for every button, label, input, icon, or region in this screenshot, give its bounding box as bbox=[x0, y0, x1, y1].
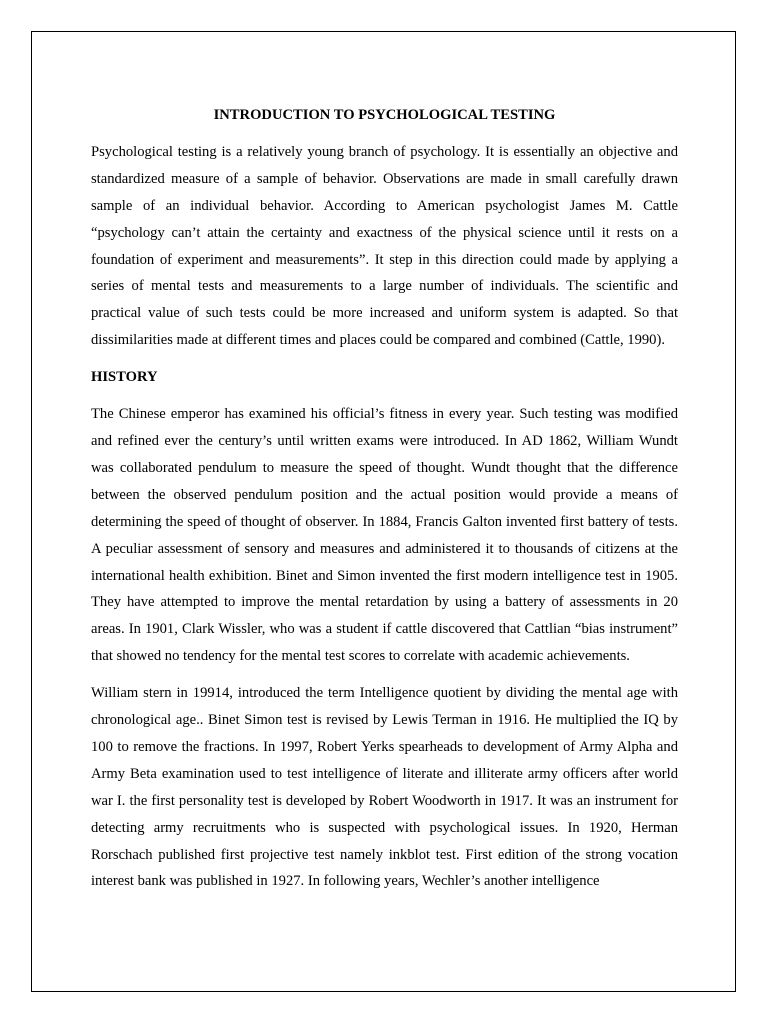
document-page bbox=[31, 31, 736, 992]
intro-paragraph: Psychological testing is a relatively young branch of psychology. It is essentially an objective and standardized measure of a sample of behavior. Observations are made in small carefully drawn sample of an individual behavior. According to American psychologist James M. Cattle “psychology can’t attain the certainty and exactness of the physical science until it rests on a foundation of experiment and measurements”. It step in this direction could made by applying a series of mental tests and measurements to a large number of individuals. The scientific and practical value of such tests could be more increased and uniform system is adapted. So that dissimilarities made at different times and places could be compared and combined (Cattle, 1990). bbox=[91, 143, 678, 349]
history-paragraph-1: The Chinese emperor has examined his official’s fitness in every year. Such testing was modified and refined ever the century’s until written exams were introduced. In AD 1862, William Wundt was collaborated pendulum to measure the speed of thought. Wundt thought that the difference between the observed pendulum position and the actual position would provide a means of determining the speed of thought of observer. In 1884, Francis Galton invented first battery of tests. A peculiar assessment of sensory and measures and administered it to thousands of citizens at the international health exhibition. Binet and Simon invented the first modern intelligence test in 1905. They have attempted to improve the mental retardation by using a battery of assessments in 20 areas. In 1901, Clark Wissler, who was a student if cattle discovered that Cattlian “bias instrument” that showed no tendency for the mental test scores to correlate with academic achievements. bbox=[91, 406, 678, 665]
history-paragraph-2: William stern in 19914, introduced the term Intelligence quotient by dividing the mental age with chronological age.. Binet Simon test is revised by Lewis Terman in 1916. He multiplied the IQ by 100 to remove the fractions. In 1997, Robert Yerks spearheads to development of Army Alpha and Army Beta examination used to test intelligence of literate and illiterate army officers after world war I. the first personality test is developed by Robert Woodworth in 1917. It was an instrument for detecting army recruitments who is suspected with psychological issues. In 1920, Herman Rorschach published first projective test namely inkblot test. First edition of the strong vocation interest bank was published in 1927. In following years, Wechler’s another intelligence bbox=[91, 685, 678, 890]
history-heading: HISTORY bbox=[91, 369, 158, 386]
document-title: INTRODUCTION TO PSYCHOLOGICAL TESTING bbox=[213, 107, 556, 123]
document-body bbox=[91, 102, 678, 905]
